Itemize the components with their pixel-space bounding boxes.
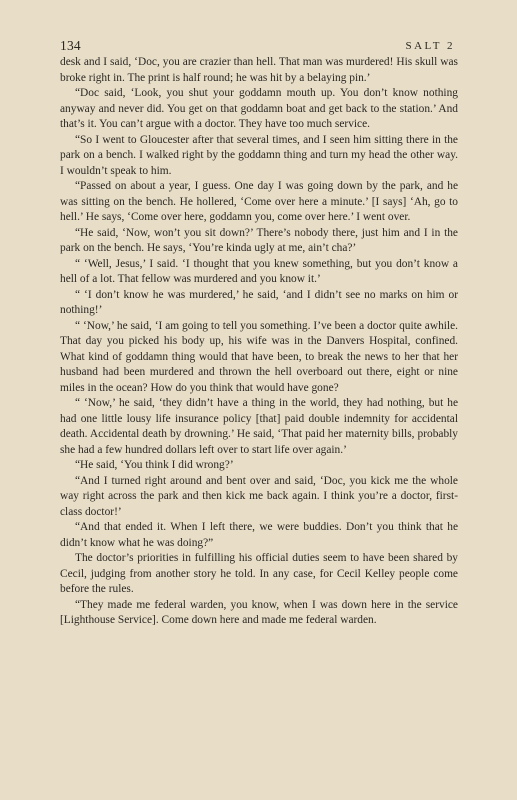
page-header [60, 38, 455, 54]
paragraph: “And I turned right around and bent over and said, ‘Doc, you kick me the whole way right across the park and then kick me back again. I think you’re a doctor, first-class doctor!’ [60, 474, 458, 518]
paragraph: The doctor’s priorities in fulfilling his official duties seem to have been shared by Cecil, judging from another story he told. In any case, for Cecil Kelley people come before the rules. [60, 552, 458, 595]
paragraph: “ ‘Now,’ he said, ‘they didn’t have a thing in the world, they had nothing, but he had one little lousy life insurance policy [that] paid double indemnity for accidental death. Accidental death by drowning.’ He said, ‘That paid her maternity bills, probably she had a few hundred dollars left over to start life over again.’ [60, 397, 458, 456]
paragraph: “So I went to Gloucester after that several times, and I seen him sitting there in the park on a bench. I walked right by the goddamn thing and turn my head the other way. I wouldn’t speak to him. [60, 133, 458, 177]
paragraph: “He said, ‘You think I did wrong?’ [75, 459, 234, 471]
page-number: 134 [60, 38, 81, 53]
paragraph: “ ‘Well, Jesus,’ I said. ‘I thought that you knew something, but you don’t know a hell of a lot. That fellow was murdered and you know it.’ [60, 257, 458, 285]
paragraph: desk and I said, ‘Doc, you are crazier than hell. That man was murdered! His skull was broke right in. The print is half round; he was hit by a belaying pin.’ [60, 56, 458, 84]
paragraph: “He said, ‘Now, won’t you sit down?’ There’s nobody there, just him and I in the park on the bench. He says, ‘You’re kinda ugly at me, ain’t cha?’ [60, 226, 458, 254]
paragraph: “ ‘Now,’ he said, ‘I am going to tell you something. I’ve been a doctor quite awhile. That day you picked his body up, his wife was in the Danvers Hospital, confined. What kind of goddamn thing would that have been, to break the news to her that her husband had been murdered and thrown the hell overboard out there, eight or nine miles in the ocean? How do you think that would have gone? [60, 319, 458, 394]
paragraph: “And that ended it. When I left there, we were buddies. Don’t you think that he didn’t know what he was doing?” [60, 521, 458, 549]
paragraph: “ ‘I don’t know he was murdered,’ he said, ‘and I didn’t see no marks on him or nothing!’ [60, 288, 458, 316]
paragraph: “Doc said, ‘Look, you shut your goddamn mouth up. You don’t know nothing anyway and never did. You get on that goddamn boat and get back to the station.’ And that’s it. You can’t argue with a doctor. They have too much service. [60, 87, 458, 130]
running-head: SALT 2 [405, 40, 455, 52]
body-text [60, 55, 458, 629]
paragraph: “Passed on about a year, I guess. One day I was going down by the park, and he was sitting on the bench. He hollered, ‘Come over here a minute.’ [I says] ‘Ah, go to hell.’ He says, ‘Come over here, goddamn you, come over here.’ I went over. [60, 180, 458, 223]
paragraph: “They made me federal warden, you know, when I was down here in the service [Lighthouse Service]. Come down here and made me federal warden. [60, 598, 458, 626]
